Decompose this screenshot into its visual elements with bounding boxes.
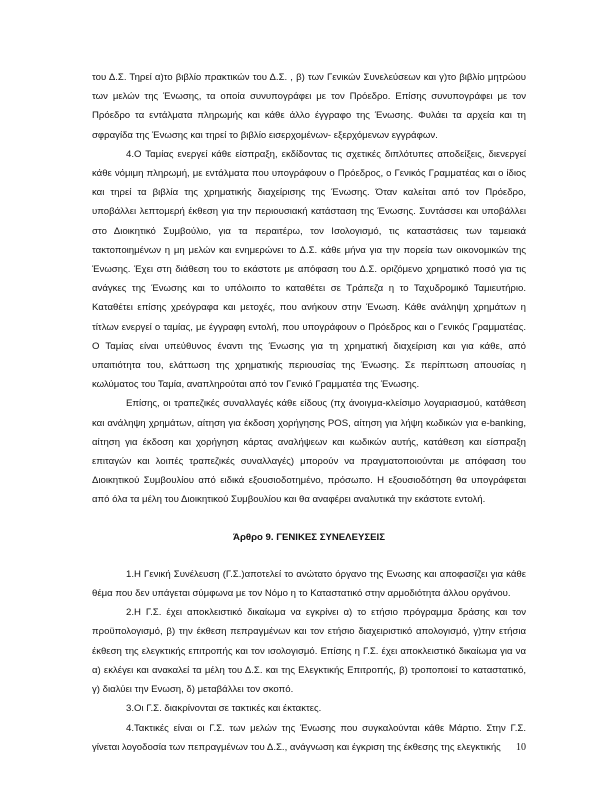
paragraph-treasurer-duties: 4.Ο Ταμίας ενεργεί κάθε είσπραξη, εκδίδοντας τις σχετικές διπλότυπες αποδείξεις, διενεργεί κάθε νόμιμη πληρωμή, με εντάλματα που υπογράφουν ο Πρόεδρος, ο Γενικός Γραμματέας και ο ίδιος και τηρεί τα βιβλία της χρηματικής διαχείρισης της Ένωσης. Όταν καλείται από τον Πρόεδρο, υποβάλλει λεπτομερή έκθεση για την περιουσιακή κατάσταση της Ένωσης. Συντάσσει και υποβάλλει στο Διοικητικό Συμβούλιο, για τα περαιτέρω, τον Ισολογισμό, τις καταστάσεις των ταμειακά τακτοποιημένων η μη μελών και ενημερώνει το Δ.Σ. κάθε μήνα για την πορεία των οικονομικών της Ένωσης. Έχει στη διάθεση του το εκάστοτε με απόφαση του Δ.Σ. οριζόμενο χρηματικό ποσό για τις ανάγκες της Ένωσης και το υπόλοιπο το καταθέτει σε Τράπεζα η το Ταχυδρομικό Ταμιευτήριο. Καταθέτει επίσης χρεόγραφα και μετοχές, που ανήκουν στην Ένωση. Κάθε ανάληψη χρημάτων η τίτλων ενεργεί ο ταμίας, με έγγραφη εντολή, που υπογράφουν ο Πρόεδρος και ο Γενικός Γραμματέας. Ο Ταμίας είναι υπεύθυνος έναντι της Ένωσης για τη χρηματική διαχείριση και για κάθε, από υπαιτιότητα του, ελάττωση της χρηματικής περιουσίας της Ένωσης. Σε περίπτωση απουσίας η κωλύματος του Ταμία, αναπληρούται από τον Γενικό Γραμματέα της Ένωσης. xyxy=(92,148,526,391)
paragraph-secretary-duties: του Δ.Σ. Τηρεί α)το βιβλίο πρακτικών του Δ.Σ. , β) των Γενικών Συνελεύσεων και γ)το βιβλίο μητρώου των μελών της Ένωσης, τα οποία συνυπογράφει με τον Πρόεδρο. Επίσης συνυπογράφει με τον Πρόεδρο τα εντάλματα πληρωμής και κάθε άλλο έγγραφο της Ένωσης. Φυλάει τα αρχεία και τη σφραγίδα της Ένωσης και τηρεί το βιβλίο εισερχομένων- εξερχόμενων εγγράφων. xyxy=(92,72,526,141)
spacer xyxy=(92,547,526,556)
paragraph-bank-transactions: Επίσης, οι τραπεζικές συναλλαγές κάθε είδους (πχ άνοιγμα-κλείσιμο λογαριασμού, κατάθεση και ανάληψη χρημάτων, αίτηση για έκδοση χορήγησης POS, αίτηση για λήψη κωδικών για e-banking, αίτηση για έκδοση και χορήγηση κάρτας αναλήψεων και κωδικών αυτής, κατάθεση και είσπραξη επιταγών και λοιπές τραπεζικές συναλλαγές) μπορούν να πραγματοποιούνται με απόφαση του Διοικητικού Συμβουλίου από ειδικά εξουσιοδοτημένο, πρόσωπο. Η εξουσιοδότηση θα υπογράφεται από όλα τα μέλη του Διοικητικού Συμβουλίου και θα αναφέρει αναλυτικά την εκάστοτε εντολή. xyxy=(92,398,526,506)
article-paragraph-3: 3.Οι Γ.Σ. διακρίνονται σε τακτικές και έκτακτες. xyxy=(126,703,322,715)
article-heading: Άρθρο 9. ΓΕΝΙΚΕΣ ΣΥΝΕΛΕΥΣΕΙΣ xyxy=(233,531,385,543)
spacer xyxy=(92,519,526,528)
article-paragraph-4: 4.Τακτικές είναι οι Γ.Σ. των μελών της Ένωσης που συγκαλούνται κάθε Μάρτιο. Στην Γ.Σ. γίνεται λογοδοσία των πεπραγμένων του Δ.Σ., ανάγνωση και έγκριση της έκθεσης της ελεγκτικής xyxy=(92,722,526,753)
page-number: 10 xyxy=(516,742,526,753)
article-paragraph-1: 1.Η Γενική Συνέλευση (Γ.Σ.)αποτελεί το ανώτατο όργανο της Ενωσης και αποφασίζει για κάθε θέμα που δεν υπάγεται σύμφωνα με τον Νόμο η το Καταστατικό στην αρμοδιότητα άλλου οργάνου. xyxy=(92,568,526,600)
article-paragraph-2: 2.Η Γ.Σ. έχει αποκλειστικό δικαίωμα να εγκρίνει α) το ετήσιο πρόγραμμα δράσης και τον προϋπολογισμό, β) την έκθεση πεπραγμένων και τον ετήσιο διαχειριστικό απολογισμό, γ)την ετήσια έκθεση της ελεγκτικής επιτροπής και τον ισολογισμό. Επίσης η Γ.Σ. έχει αποκλειστικό δικαίωμα για να α) εκλέγει και ανακαλεί τα μέλη του Δ.Σ. και της Ελεγκτικής Επιτροπής, β) τροποποιεί το καταστατικό, γ) διαλύει την Ενωση, δ) μεταβάλλει τον σκοπό. xyxy=(92,607,526,696)
document-body xyxy=(92,68,526,757)
spacer xyxy=(92,510,526,519)
spacer xyxy=(92,556,526,565)
